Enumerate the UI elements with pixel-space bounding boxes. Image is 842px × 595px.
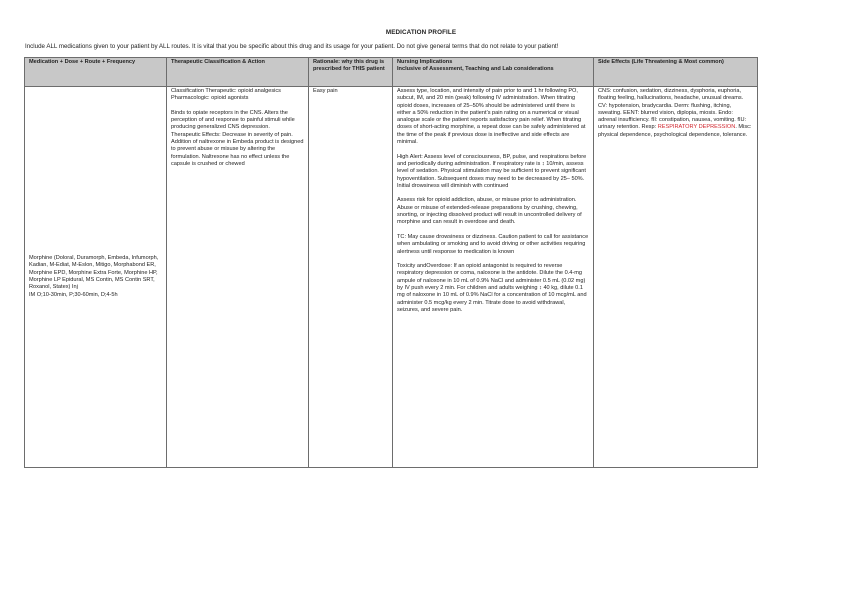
nursing-abuse-risk: Assess risk for opioid addiction, abuse, or misuse prior to administration. Abuse or misuse of extended-release preparations by crushing, chewing, snorting, or injecting dissolved product will result in uncontrolled delivery of morphine and can result in overdose and death. xyxy=(397,197,582,226)
medication-cell xyxy=(25,87,167,468)
header-classification: Therapeutic Classification & Action xyxy=(167,58,309,87)
table-header-row xyxy=(25,58,758,87)
side-effects-text: CNS: confusion, sedation, dizziness, dysphoria, euphoria, floating feeling, hallucinations, headache, unusual dreams. CV: hypotension, bradycardia. Derm: flushing, itching, sweating. EENT: blurred vision, diplopia, miosis. Endo: adrenal insufficiency. fII: constipation, nausea, vomiting. fIU: urinary retention. Resp: xyxy=(598,88,747,131)
table-row xyxy=(25,87,758,468)
nursing-overdose: Toxicity andOverdose: If an opioid antagonist is required to reverse respiratory depression or coma, naloxone is the antidote. Dilute the 0.4-mg ampule of naloxone in 10 mL of 0.9% NaCl and administer 0.5 mL (0.02 mg) by IV push every 2 min. For children and adults weighing ↕ 40 kg, dilute 0.1 mg of naloxone in 10 mL of 0.9% NaCl for a concentration of 10 mcg/mL and administer 0.5 mcg/kg every 2 min. Titrate dose to avoid withdrawal, seizures, and severe pain. xyxy=(397,263,587,313)
side-effects-text-end: . Misc: physical dependence, psychological dependence, tolerance. xyxy=(598,124,752,138)
nursing-cell xyxy=(393,87,594,468)
nursing-high-alert: High Alert: Assess level of consciousness, BP, pulse, and respirations before and periodically during administration. If respiratory rate is ↕ 10/min, assess level of sedation. Physical stimulation may be sufficient to prevent significant hypoventilation. Subsequent doses may need to be decreased by 25– 50%. Initial drowsiness will diminish with continued xyxy=(397,153,587,189)
nursing-teaching: TC: May cause drowsiness or dizziness. Caution patient to call for assistance when ambulating or smoking and to avoid driving or other activities requiring alertness until response to medication is known xyxy=(397,233,589,255)
medication-profile-table xyxy=(24,57,758,468)
header-nursing-title: Nursing Implications xyxy=(397,59,453,65)
medication-timing: IM O;10-30min, P;30-60min, D;4-5h xyxy=(29,291,118,298)
header-nursing-subtitle: Inclusive of Assessment, Teaching and Lab considerations xyxy=(397,66,554,73)
header-rationale: Rationale: why this drug is prescribed for THIS patient xyxy=(309,58,393,87)
page-title: MEDICATION PROFILE xyxy=(385,29,457,36)
action-text: Binds to opiate receptors in the CNS. Alters the perception of and response to painful stimuli while producing generalized CNS depression. xyxy=(171,109,295,131)
rationale-cell: Easy pain xyxy=(309,87,393,468)
side-effects-highlight: RESPIRATORY DEPRESSION xyxy=(657,124,736,131)
medication-name: Morphine (Doloral, Duramorph, Embeda, Infumorph, Kadian, M-Ediat, M-Eslon, Mitigo, Morphabond ER, Morphine EPD, Morphine Extra Forte, Morphine HP, Morphine LP Epidural, MS Contin, MS Contin SRT, Roxanol, Statex) Inj xyxy=(29,255,159,291)
header-medication: Medication + Dose + Route + Frequency xyxy=(25,58,167,87)
side-effects-cell xyxy=(594,87,758,468)
header-side-effects: Side Effects (Life Threatening & Most common) xyxy=(594,58,758,87)
classification-text: Classification Therapeutic: opioid analgesics Pharmacologic: opioid agonists xyxy=(171,88,281,102)
nursing-assessment: Assess type, location, and intensity of pain prior to and 1 hr following PO, subcut, IM, and 20 min (peak) following IV administration. When titrating opioid doses, increases of 25–50% should be administered until there is either a 50% reduction in the patient’s pain rating on a numerical or visual analogue scale or the patient reports satisfactory pain relief. When titrating doses of short-acting morphine, a repeat dose can be safely administered at the time of the peak if previous dose is ineffective and side effects are minimal. xyxy=(397,88,586,146)
header-nursing xyxy=(393,58,594,87)
therapeutic-effects-text: Therapeutic Effects: Decrease in severity of pain. Addition of naltrexone in Embeda product is designed to prevent abuse or misuse by altering the formulation. Naltrexone has no effect unless the capsule is crushed or chewed xyxy=(171,131,304,167)
instructions-text: Include ALL medications given to your patient by ALL routes. It is vital that you be specific about this drug and its usage for your patient. Do not give general terms that do not relate to your patient! xyxy=(25,43,559,50)
classification-cell xyxy=(167,87,309,468)
